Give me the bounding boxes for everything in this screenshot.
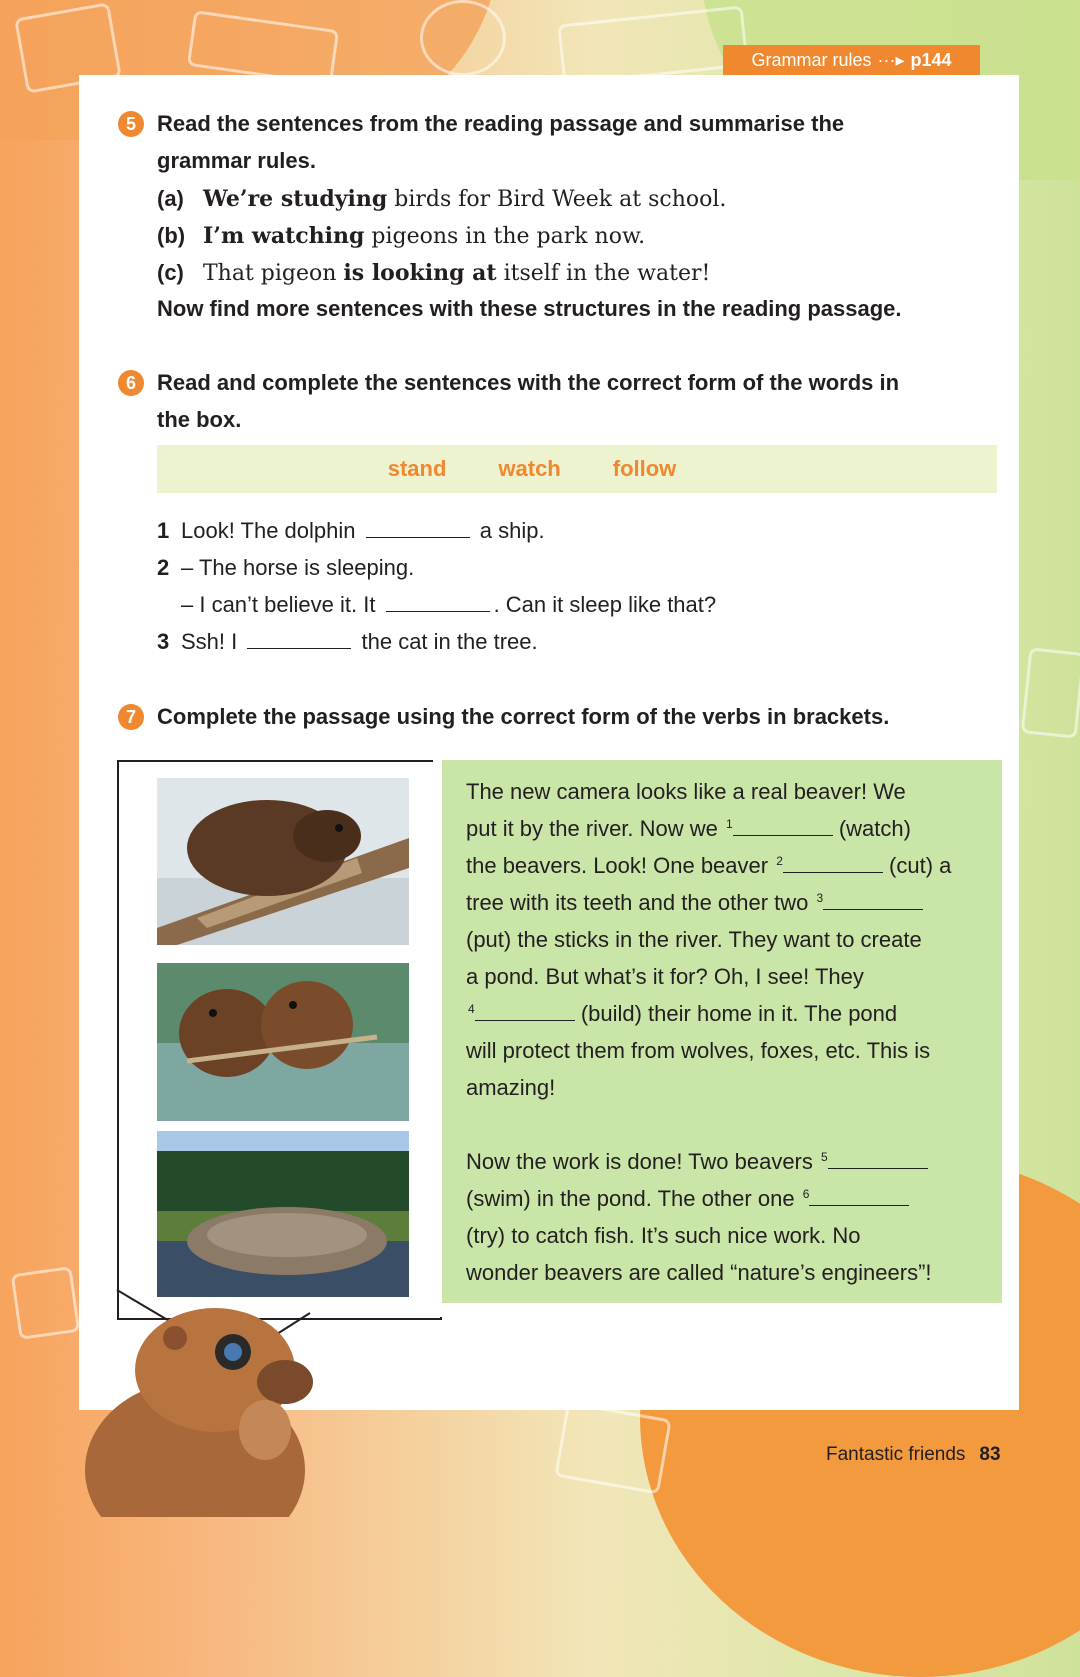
- photo-beaver-lodge: [157, 1131, 409, 1297]
- passage-line: will protect them from wolves, foxes, etc. This is: [466, 1038, 931, 1063]
- passage-line: (try) to catch fish. It’s such nice work. No: [466, 1223, 861, 1248]
- question-bubble-doodle: [420, 0, 506, 76]
- passage-line: wonder beavers are called “nature’s engineers”!: [466, 1260, 932, 1285]
- diary-doodle: [1021, 647, 1080, 738]
- item-text-before: Ssh! I: [181, 629, 238, 654]
- exercise-5-number: 5: [118, 111, 144, 137]
- sentence-before: That pigeon: [203, 261, 344, 286]
- blank-number: 4: [468, 1001, 475, 1016]
- sentence-label: (c): [157, 260, 184, 285]
- exercise-6-instruction-line-1: Read and complete the sentences with the correct form of the words in: [157, 370, 900, 395]
- passage-text: the beavers. Look! One beaver: [466, 853, 769, 878]
- item-text-after: a ship.: [479, 518, 545, 543]
- grammar-rules-page: p144: [910, 49, 952, 70]
- blank-number: 1: [726, 816, 733, 831]
- sentence-bold: We’re studying: [203, 186, 388, 212]
- passage-text: (cut) a: [889, 853, 952, 878]
- exercise-6-item-2: [157, 549, 414, 586]
- exercise-7-number: 7: [118, 704, 144, 730]
- beaver-camera-illustration: [55, 1290, 325, 1517]
- passage-line: a pond. But what’s it for? Oh, I see! They: [466, 964, 864, 989]
- exercise-5-instruction: [157, 105, 844, 179]
- sentence-label: (b): [157, 223, 186, 248]
- passage-line: [466, 1143, 978, 1180]
- sentence-a: [157, 180, 726, 218]
- exercise-5-instruction-line-1: Read the sentences from the reading passage and summarise the: [157, 111, 845, 136]
- answer-blank[interactable]: [366, 517, 470, 538]
- passage-line: amazing!: [466, 1075, 556, 1100]
- word-follow: follow: [612, 456, 677, 481]
- exercise-6-item-3: [157, 623, 538, 660]
- word-box: [157, 445, 997, 493]
- answer-blank[interactable]: [247, 628, 351, 649]
- unit-title: Fantastic friends: [826, 1444, 966, 1465]
- passage-box: [442, 760, 1002, 1303]
- photo-two-beavers: [157, 963, 409, 1121]
- item-text-after: the cat in the tree.: [361, 629, 538, 654]
- exercise-6-instruction-line-2: the box.: [157, 407, 242, 432]
- sentence-c: [157, 254, 710, 292]
- paragraph-gap: [466, 1106, 978, 1143]
- item-text-before: Look! The dolphin: [181, 518, 356, 543]
- answer-blank[interactable]: [828, 1150, 928, 1169]
- grammar-rules-tag[interactable]: [723, 45, 980, 75]
- item-text-after: . Can it sleep like that?: [493, 592, 717, 617]
- exercise-6-item-2-reply: [157, 586, 716, 623]
- exercise-6-instruction: [157, 364, 899, 438]
- word-watch: watch: [498, 456, 561, 481]
- passage-line: [466, 1180, 978, 1217]
- passage-line: [466, 847, 978, 884]
- sentence-rest: birds for Bird Week at school.: [387, 187, 727, 212]
- answer-blank[interactable]: [733, 817, 833, 836]
- exercise-7-instruction: Complete the passage using the correct form of the verbs in brackets.: [157, 704, 890, 729]
- passage-text: (build) their home in it. The pond: [580, 1001, 898, 1026]
- page-number: 83: [979, 1444, 1001, 1465]
- passage-text: put it by the river. Now we: [466, 816, 718, 841]
- passage-line: [466, 884, 978, 921]
- photo-beaver-on-branch: [157, 778, 409, 945]
- answer-blank[interactable]: [783, 854, 883, 873]
- passage-line: [466, 995, 978, 1032]
- exercise-6-item-1: [157, 512, 545, 549]
- sentence-label: (a): [157, 186, 184, 211]
- blank-number: 2: [776, 853, 783, 868]
- beaver-lodge-image: [157, 1131, 409, 1297]
- item-number: 2: [157, 555, 170, 580]
- answer-blank[interactable]: [809, 1187, 909, 1206]
- item-text: – The horse is sleeping.: [181, 555, 415, 580]
- item-number: 1: [157, 518, 170, 543]
- sentence-b: [157, 217, 645, 255]
- blank-number: 3: [816, 890, 824, 905]
- word-stand: stand: [387, 456, 447, 481]
- passage-line: [466, 810, 978, 847]
- sentence-rest: pigeons in the park now.: [364, 224, 646, 249]
- exercise-5-follow-up: Now find more sentences with these structures in the reading passage.: [157, 296, 902, 321]
- item-number: 3: [157, 629, 170, 654]
- grammar-rules-label: Grammar rules: [751, 49, 872, 70]
- blank-number: 6: [802, 1186, 810, 1201]
- exercise-5-instruction-line-2: grammar rules.: [157, 148, 316, 173]
- sentence-bold: is looking at: [343, 260, 497, 286]
- passage-line: The new camera looks like a real beaver! We: [466, 779, 906, 804]
- two-beavers-image: [157, 963, 409, 1121]
- passage-text: tree with its teeth and the other two: [466, 890, 809, 915]
- passage-text: (watch): [838, 816, 911, 841]
- blank-number: 5: [821, 1149, 828, 1164]
- answer-blank[interactable]: [823, 891, 923, 910]
- sentence-bold: I’m watching: [203, 223, 365, 249]
- answer-blank[interactable]: [475, 1002, 575, 1021]
- passage-text: (swim) in the pond. The other one: [466, 1186, 795, 1211]
- sentence-rest: itself in the water!: [496, 261, 711, 286]
- answer-blank[interactable]: [386, 591, 490, 612]
- passage-text: Now the work is done! Two beavers: [466, 1149, 813, 1174]
- exercise-6-number: 6: [118, 370, 144, 396]
- page-footer: [826, 1444, 1001, 1466]
- beaver-on-branch-image: [157, 778, 409, 945]
- arrow-icon: ···▸: [877, 49, 905, 70]
- passage-line: (put) the sticks in the river. They want to create: [466, 927, 922, 952]
- item-text-before: – I can’t believe it. It: [181, 592, 376, 617]
- verb-sign-doodle: [557, 5, 748, 85]
